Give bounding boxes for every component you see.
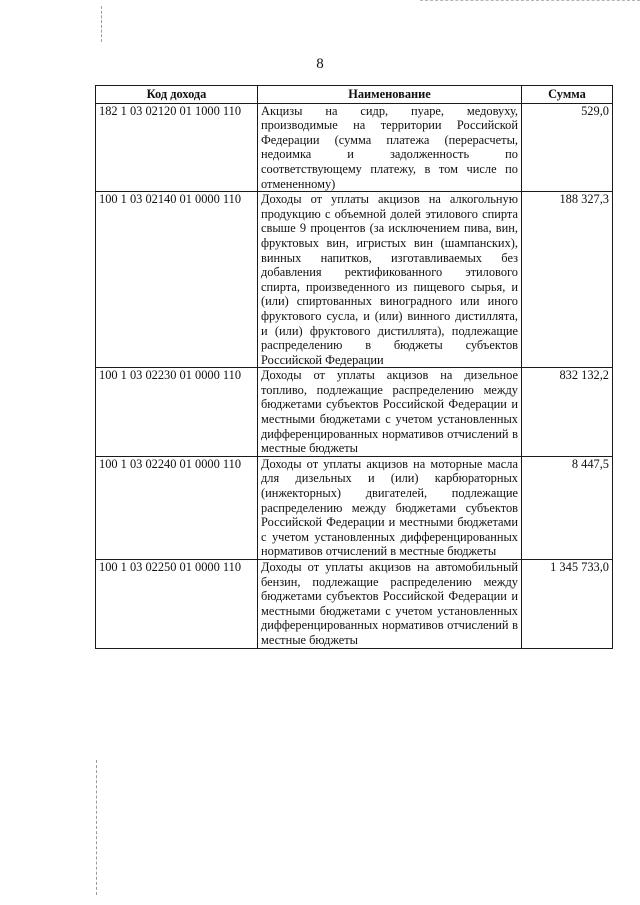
- income-sum-cell: 832 132,2: [522, 368, 613, 457]
- income-code-cell: 100 1 03 02140 01 0000 110: [96, 192, 258, 368]
- income-code-cell: 182 1 03 02120 01 1000 110: [96, 103, 258, 192]
- table-row: [96, 368, 613, 457]
- table-row: [96, 192, 613, 368]
- income-name-cell: Доходы от уплаты акцизов на дизельное топливо, подлежащие распределению между бюджетами субъектов Российской Федерации и местными бюджетами с учетом установленных дифференцированных нормативов отчислений в местные бюджеты: [258, 368, 522, 457]
- income-table: [95, 85, 613, 649]
- table-header-row: [96, 86, 613, 104]
- income-sum-cell: 8 447,5: [522, 456, 613, 559]
- header-code: Код дохода: [96, 86, 258, 104]
- income-code-cell: 100 1 03 02240 01 0000 110: [96, 456, 258, 559]
- scan-margin-mark: [96, 760, 97, 895]
- income-sum-cell: 529,0: [522, 103, 613, 192]
- table-row: [96, 103, 613, 192]
- income-name-cell: Доходы от уплаты акцизов на моторные масла для дизельных и (или) карбюраторных (инжекторных) двигателей, подлежащие распределению между бюджетами субъектов Российской Федерации и местными бюджетами с учетом установленных дифференцированных нормативов отчислений в местные бюджеты: [258, 456, 522, 559]
- scan-margin-mark: [101, 6, 102, 42]
- header-sum: Сумма: [522, 86, 613, 104]
- income-name-cell: Доходы от уплаты акцизов на алкогольную продукцию с объемной долей этилового спирта свыше 9 процентов (за исключением пива, вин, фруктовых вин, игристых вин (шампанских), винных напитков, изготавливаемых без добавления ректификованного этилового спирта, произведенного из пищевого сырья, и (или) спиртованных виноградного или иного фруктового сусла, и (или) винного дистиллята, и (или) фруктового дистиллята), подлежащие распределению в бюджеты субъектов Российской Федерации: [258, 192, 522, 368]
- income-name-cell: Акцизы на сидр, пуаре, медовуху, производимые на территории Российской Федерации (сумма платежа (перерасчеты, недоимка и задолженность по соответствующему платежу, в том числе по отмененному): [258, 103, 522, 192]
- header-name: Наименование: [258, 86, 522, 104]
- income-code-cell: 100 1 03 02230 01 0000 110: [96, 368, 258, 457]
- income-sum-cell: 188 327,3: [522, 192, 613, 368]
- table-row: [96, 456, 613, 559]
- income-sum-cell: 1 345 733,0: [522, 560, 613, 649]
- page-number: 8: [316, 56, 324, 72]
- income-name-cell: Доходы от уплаты акцизов на автомобильный бензин, подлежащие распределению между бюджетами субъектов Российской Федерации и местными бюджетами с учетом установленных дифференцированных нормативов отчислений в местные бюджеты: [258, 560, 522, 649]
- scan-top-edge-rule: [420, 0, 640, 1]
- income-code-cell: 100 1 03 02250 01 0000 110: [96, 560, 258, 649]
- table-row: [96, 560, 613, 649]
